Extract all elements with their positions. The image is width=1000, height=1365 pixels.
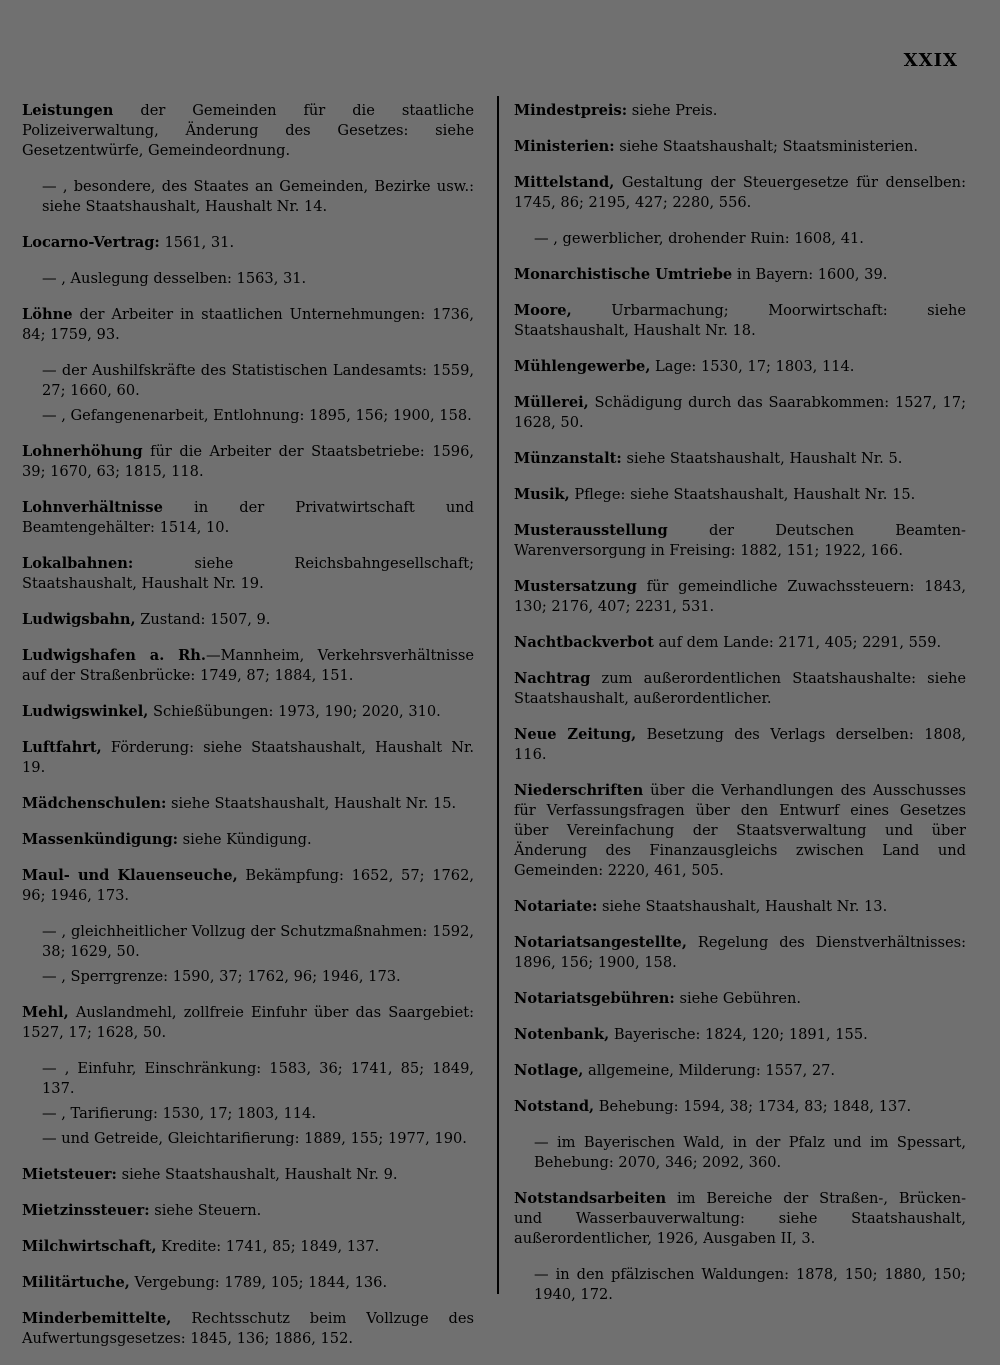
entry-heading: Lokalbahnen: [22,555,134,572]
entry-text: Behebung: 1594, 38; 1734, 83; 1848, 137. [594,1098,912,1115]
left-column [22,101,474,1365]
index-entry [22,1003,474,1043]
index-entry [22,101,474,161]
index-subentry [42,177,474,217]
entry-heading: Musik, [514,486,570,503]
entry-text: siehe Kündigung. [178,831,312,848]
entry-text: — der Aushilfskräfte des Statistischen Landesamts: 1559, 27; 1660, 60. [42,362,474,399]
index-entry [514,173,966,213]
index-entry [514,101,966,121]
entry-heading: Musterausstellung [514,522,668,539]
entry-text: in der Privatwirtschaft und Beamtengehälter: 1514, 10. [22,499,474,536]
entry-text: Lage: 1530, 17; 1803, 114. [650,358,855,375]
entry-text: Schießübungen: 1973, 190; 2020, 310. [148,703,441,720]
entry-text: —Mannheim, Verkehrsverhältnisse auf der Straßenbrücke: 1749, 87; 1884, 151. [22,647,474,684]
index-entry [514,449,966,469]
entry-heading: Niederschriften [514,782,644,799]
index-entry [514,933,966,973]
index-entry [22,866,474,906]
entry-heading: Leistungen [22,102,114,119]
entry-heading: Mustersatzung [514,578,637,595]
entry-heading: Moore, [514,302,572,319]
entry-heading: Massenkündigung: [22,831,179,848]
index-subentry [534,1265,966,1305]
index-entry [22,442,474,482]
index-entry [22,233,474,253]
index-entry [514,725,966,765]
entry-text: Förderung: siehe Staatshaushalt, Haushalt Nr. 19. [22,739,474,776]
index-entry [514,897,966,917]
entry-text: Gestaltung der Steuergesetze für denselben: 1745, 86; 2195, 427; 2280, 556. [514,174,966,211]
entry-heading: Mehl, [22,1004,69,1021]
index-entry [22,1273,474,1293]
index-entry [514,301,966,341]
index-entry [22,794,474,814]
entry-heading: Monarchistische Umtriebe [514,266,733,283]
entry-text: Vergebung: 1789, 105; 1844, 136. [129,1274,388,1291]
index-entry [514,485,966,505]
entry-text: siehe Preis. [627,102,718,119]
entry-text: siehe Staatshaushalt; Staatsministerien. [614,138,919,155]
index-subentry [42,967,474,987]
entry-heading: Neue Zeitung, [514,726,637,743]
index-entry [514,357,966,377]
entry-text: Schädigung durch das Saarabkommen: 1527, 17; 1628, 50. [514,394,966,431]
entry-text: — , Auslegung desselben: 1563, 31. [42,270,307,287]
index-subentry [42,269,474,289]
entry-text: Urbarmachung; Moorwirtschaft: siehe Staatshaushalt, Haushalt Nr. 18. [514,302,966,339]
entry-text: — , Tarifierung: 1530, 17; 1803, 114. [42,1105,316,1122]
index-subentry [42,1104,474,1124]
index-entry [514,633,966,653]
index-entry [514,1097,966,1117]
entry-text: — , Gefangenenarbeit, Entlohnung: 1895, 156; 1900, 158. [42,407,472,424]
index-subentry [42,361,474,401]
entry-text: — in den pfälzischen Waldungen: 1878, 150; 1880, 150; 1940, 172. [534,1266,966,1303]
index-entry [22,830,474,850]
index-entry [22,498,474,538]
entry-text: allgemeine, Milderung: 1557, 27. [583,1062,836,1079]
entry-heading: Ludwigsbahn, [22,611,136,628]
index-entry [514,577,966,617]
entry-heading: Ludwigshafen a. Rh. [22,647,206,664]
entry-text: — , besondere, des Staates an Gemeinden, Bezirke usw.: siehe Staatshaushalt, Haushalt Nr. 14. [42,178,474,215]
index-entry [514,393,966,433]
index-subentry [42,406,474,426]
entry-text: der Arbeiter in staatlichen Unternehmungen: 1736, 84; 1759, 93. [22,306,474,343]
entry-text: Besetzung des Verlags derselben: 1808, 116. [514,726,966,763]
entry-text: der Deutschen Beamten-Warenversorgung in Freising: 1882, 151; 1922, 166. [514,522,966,559]
entry-heading: Mietsteuer: [22,1166,117,1183]
entry-heading: Notstand, [514,1098,595,1115]
entry-text: siehe Staatshaushalt, Haushalt Nr. 13. [597,898,888,915]
entry-text: — , Sperrgrenze: 1590, 37; 1762, 96; 1946, 173. [42,968,401,985]
entry-heading: Mindestpreis: [514,102,628,119]
entry-text: im Bereiche der Straßen-, Brücken- und Wasserbauverwaltung: siehe Staatshaushalt, außerordentlicher, 1926, Ausgaben II, 3. [514,1190,966,1247]
entry-heading: Militärtuche, [22,1274,130,1291]
entry-text: Rechtsschutz beim Vollzuge des Aufwertungsgesetzes: 1845, 136; 1886, 152. [22,1310,474,1347]
entry-text: Regelung des Dienstverhältnisses: 1896, 156; 1900, 158. [514,934,966,971]
entry-text: auf dem Lande: 2171, 405; 2291, 559. [653,634,942,651]
entry-heading: Notariate: [514,898,598,915]
index-entry [514,521,966,561]
index-entry [22,738,474,778]
index-subentry [42,1129,474,1149]
entry-heading: Luftfahrt, [22,739,102,756]
entry-heading: Mädchenschulen: [22,795,167,812]
index-entry [514,781,966,881]
entry-text: siehe Staatshaushalt, Haushalt Nr. 9. [116,1166,398,1183]
entry-heading: Nachtbackverbot [514,634,654,651]
index-entry [514,1061,966,1081]
entry-text: 1561, 31. [159,234,235,251]
entry-heading: Mietzinssteuer: [22,1202,150,1219]
index-entry [22,610,474,630]
entry-text: Pflege: siehe Staatshaushalt, Haushalt Nr. 15. [569,486,916,503]
index-entry [22,702,474,722]
entry-text: siehe Staatshaushalt, Haushalt Nr. 5. [621,450,903,467]
entry-text: — , gleichheitlicher Vollzug der Schutzmaßnahmen: 1592, 38; 1629, 50. [42,923,474,960]
entry-heading: Mühlengewerbe, [514,358,651,375]
entry-heading: Notenbank, [514,1026,610,1043]
entry-heading: Ministerien: [514,138,615,155]
entry-heading: Nachtrag [514,670,591,687]
entry-text: — , Einfuhr, Einschränkung: 1583, 36; 1741, 85; 1849, 137. [42,1060,474,1097]
entry-heading: Löhne [22,306,73,323]
index-entry [514,1189,966,1249]
index-subentry [42,922,474,962]
entry-text: siehe Gebühren. [674,990,802,1007]
entry-heading: Ludwigswinkel, [22,703,149,720]
entry-text: — im Bayerischen Wald, in der Pfalz und im Spessart, Behebung: 2070, 346; 2092, 360. [534,1134,966,1171]
right-column [514,101,966,1321]
entry-text: Auslandmehl, zollfreie Einfuhr über das Saargebiet: 1527, 17; 1628, 50. [22,1004,474,1041]
index-entry [22,646,474,686]
index-entry [514,669,966,709]
entry-heading: Notariatsangestellte, [514,934,687,951]
entry-text: für gemeindliche Zuwachssteuern: 1843, 130; 2176, 407; 2231, 531. [514,578,966,615]
entry-heading: Müllerei, [514,394,589,411]
index-entry [22,1201,474,1221]
entry-heading: Maul- und Klauenseuche, [22,867,238,884]
page-number: XXIX [903,50,958,71]
index-entry [514,989,966,1009]
entry-text: für die Arbeiter der Staatsbetriebe: 1596, 39; 1670, 63; 1815, 118. [22,443,474,480]
entry-text: über die Verhandlungen des Ausschusses für Verfassungsfragen über den Entwurf eines Gesetzes über Vereinfachung der Staatsverwaltung und über Änderung des Finanzausgleichs zwischen Land und Gemeinden: 2220, 461, 505. [514,782,966,879]
entry-text: zum außerordentlichen Staatshaushalte: siehe Staatshaushalt, außerordentlicher. [514,670,966,707]
entry-heading: Milchwirtschaft, [22,1238,157,1255]
entry-heading: Notariatsgebühren: [514,990,675,1007]
entry-text: in Bayern: 1600, 39. [732,266,888,283]
index-subentry [534,229,966,249]
index-entry [22,554,474,594]
index-subentry [42,1059,474,1099]
entry-text: Kredite: 1741, 85; 1849, 137. [156,1238,380,1255]
index-entry [22,1237,474,1257]
index-entry [514,1025,966,1045]
entry-heading: Locarno-Vertrag: [22,234,160,251]
entry-heading: Münzanstalt: [514,450,622,467]
index-entry [22,305,474,345]
entry-text: siehe Staatshaushalt, Haushalt Nr. 15. [166,795,457,812]
entry-text: siehe Reichsbahngesellschaft; Staatshaushalt, Haushalt Nr. 19. [22,555,474,592]
entry-heading: Notstandsarbeiten [514,1190,667,1207]
entry-text: — , gewerblicher, drohender Ruin: 1608, 41. [534,230,864,247]
entry-text: Bayerische: 1824, 120; 1891, 155. [609,1026,868,1043]
entry-text: Zustand: 1507, 9. [135,611,271,628]
entry-text: der Gemeinden für die staatliche Polizeiverwaltung, Änderung des Gesetzes: siehe Gesetzentwürfe, Gemeindeordnung. [22,102,474,159]
column-divider [497,96,499,1294]
entry-heading: Lohnverhältnisse [22,499,163,516]
entry-text: siehe Steuern. [149,1202,262,1219]
index-entry [514,137,966,157]
entry-text: — und Getreide, Gleichtarifierung: 1889, 155; 1977, 190. [42,1130,467,1147]
index-entry [22,1165,474,1185]
entry-heading: Notlage, [514,1062,584,1079]
entry-heading: Minderbemittelte, [22,1310,172,1327]
index-subentry [534,1133,966,1173]
entry-heading: Mittelstand, [514,174,615,191]
index-entry [22,1309,474,1349]
index-entry [514,265,966,285]
entry-heading: Lohnerhöhung [22,443,143,460]
entry-text: Bekämpfung: 1652, 57; 1762, 96; 1946, 173. [22,867,474,904]
